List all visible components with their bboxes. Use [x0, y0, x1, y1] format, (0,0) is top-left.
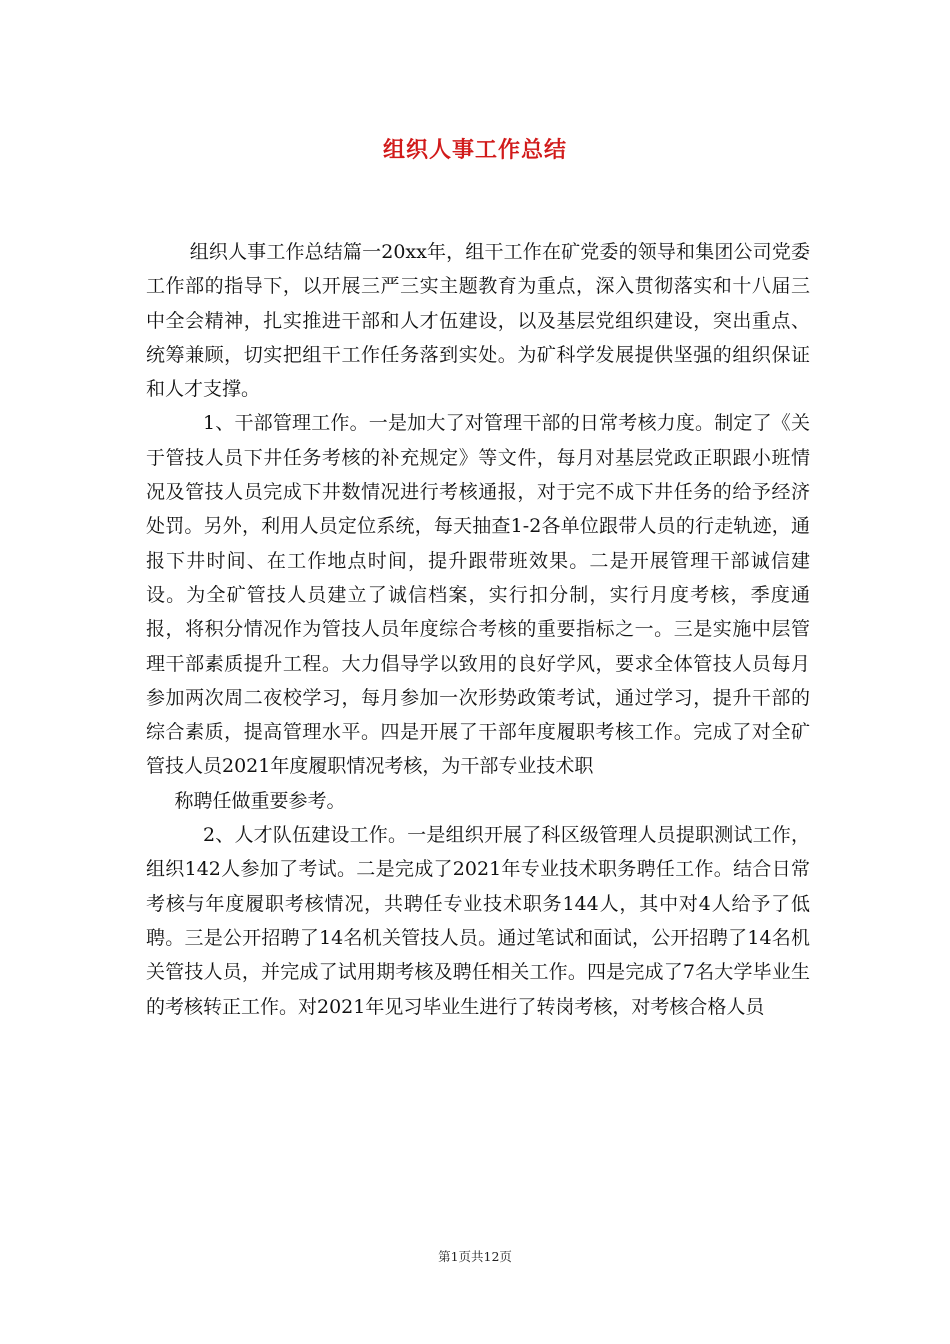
page-number-footer: 第1页共12页: [438, 1249, 512, 1264]
page-title: 组织人事工作总结: [382, 138, 567, 163]
paragraph-talent-team: 2、人才队伍建设工作。一是组织开展了科区级管理人员提职测试工作，组织142人参加了考试。二是完成了2021年专业技术职务聘任工作。结合日常考核与年度履职考核情况，共聘任专业技术职务144人，其中对4人给予了低聘。三是公开招聘了14名机关管技人员。通过笔试和面试，公开招聘了14名机关管技人员，并完成了试用期考核及聘任相关工作。四是完成了7名大学毕业生的考核转正工作。对2021年见习毕业生进行了转岗考核，对考核合格人员: [146, 824, 810, 1018]
paragraph-continuation: 称聘任做重要参考。: [174, 789, 346, 812]
document-body: [146, 235, 810, 1024]
paragraph-intro: 组织人事工作总结篇一20xx年，组干工作在矿党委的领导和集团公司党委工作部的指导下，以开展三严三实主题教育为重点，深入贯彻落实和十八届三中全会精神，扎实推进干部和人才伍建设，以及基层党组织建设，突出重点、统筹兼顾，切实把组干工作任务落到实处。为矿科学发展提供坚强的组织保证和人才支撑。: [146, 241, 810, 401]
paragraph-cadre-management: 1、干部管理工作。一是加大了对管理干部的日常考核力度。制定了《关于管技人员下井任务考核的补充规定》等文件，每月对基层党政正职跟小班情况及管技人员完成下井数情况进行考核通报，对于完不成下井任务的给予经济处罚。另外，利用人员定位系统，每天抽查1-2各单位跟带人员的行走轨迹，通报下井时间、在工作地点时间，提升跟带班效果。二是开展管理干部诚信建设。为全矿管技人员建立了诚信档案，实行扣分制，实行月度考核，季度通报，将积分情况作为管技人员年度综合考核的重要指标之一。三是实施中层管理干部素质提升工程。大力倡导学以致用的良好学风，要求全体管技人员每月参加两次周二夜校学习，每月参加一次形势政策考试，通过学习，提升干部的综合素质，提高管理水平。四是开展了干部年度履职考核工作。完成了对全矿管技人员2021年度履职情况考核，为干部专业技术职: [146, 412, 810, 778]
